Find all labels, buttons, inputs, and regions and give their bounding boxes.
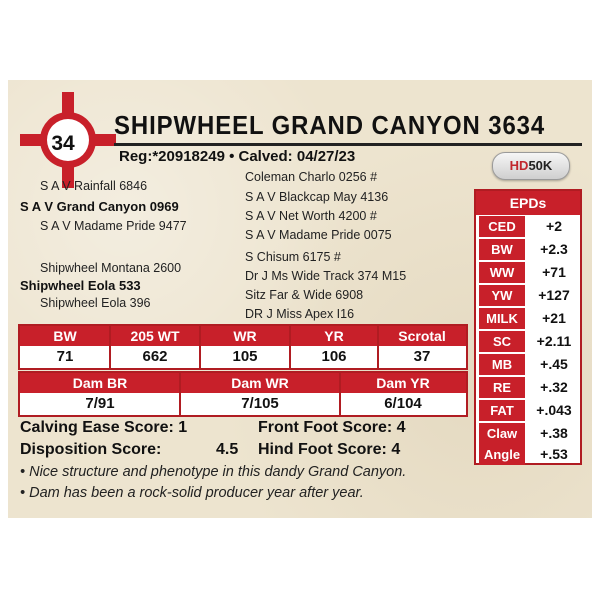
pedigree-ancestor: Sitz Far & Wide 6908 [245,288,364,302]
epd-row-fat [476,399,580,422]
weights-header: WR [200,326,290,346]
epd-value: +.38 [540,425,568,441]
weights-header: Scrotal [378,326,466,346]
epd-row-sc [476,330,580,353]
dam-value: 6/104 [384,395,422,412]
epd-value: +21 [542,310,566,326]
table-divider [109,326,111,368]
epd-value: +71 [542,264,566,280]
weights-value: 71 [56,348,74,365]
pedigree-dam-sire: Shipwheel Montana 2600 [40,261,182,275]
epd-label: BW [479,239,525,260]
lot-number: 34 [51,132,75,155]
epd-value: +2.11 [536,333,572,349]
table-divider [339,373,341,415]
calving-ease-score: Calving Ease Score: 1 [20,419,188,436]
table-divider [289,326,291,368]
weights-table [18,324,468,370]
epd-panel [474,189,582,465]
epd-label: MB [479,354,525,375]
pedigree-ancestor: S A V Net Worth 4200 # [245,209,377,223]
pedigree-ancestor: S A V Blackcap May 4136 [245,190,389,204]
lot-card [8,80,592,518]
hind-foot-score: Hind Foot Score: 4 [258,441,401,458]
hd50k-logo [492,152,570,180]
pedigree-ancestor: S A V Madame Pride 0075 [245,228,392,242]
epd-row-ced [476,215,580,238]
epd-row-mb [476,353,580,376]
pedigree-ancestor: DR J Miss Apex I16 [245,307,355,321]
epd-row-yw [476,284,580,307]
epd-row-bw [476,238,580,261]
disposition-score-value: 4.5 [216,441,239,458]
epd-value: +2.3 [540,241,568,257]
dam-header: Dam YR [340,373,466,393]
epd-label: SC [479,331,525,352]
epd-label: Claw [479,423,525,444]
epd-label: RE [479,377,525,398]
dam-value: 7/105 [241,395,279,412]
epd-value: +.043 [536,402,572,418]
dam-value: 7/91 [85,395,115,412]
weights-header: 205 WT [110,326,200,346]
pedigree-sire: S A V Grand Canyon 0969 [20,199,179,214]
epd-label: CED [479,216,525,237]
title-divider [114,143,582,146]
hd50k-logo-hd: HD [509,158,529,173]
epd-row-re [476,376,580,399]
table-divider [377,326,379,368]
epd-header: EPDs [476,191,580,215]
table-divider [179,373,181,415]
table-divider [199,326,201,368]
epd-row-milk [476,307,580,330]
pedigree-sire-sire: S A V Rainfall 6846 [40,179,148,193]
epd-label: YW [479,285,525,306]
dam-header: Dam WR [180,373,340,393]
weights-value: 105 [232,348,258,365]
weights-value: 662 [142,348,168,365]
weights-value: 37 [413,348,431,365]
epd-row-ww [476,261,580,284]
epd-value: +.32 [540,379,568,395]
pedigree-ancestor: Coleman Charlo 0256 # [245,170,378,184]
dam-table [18,371,468,417]
front-foot-score: Front Foot Score: 4 [258,419,406,436]
page-title: SHIPWHEEL GRAND CANYON 3634 [114,110,546,140]
weights-header: YR [290,326,378,346]
epd-label: WW [479,262,525,283]
pedigree-ancestor: Dr J Ms Wide Track 374 M15 [245,269,407,283]
epd-value: +127 [538,287,570,303]
dam-header: Dam BR [20,373,180,393]
note-item: • Dam has been a rock-solid producer year after year. [20,485,364,501]
epd-label: Angle [479,444,525,465]
weights-header: BW [20,326,110,346]
note-item: • Nice structure and phenotype in this dandy Grand Canyon. [20,464,407,480]
pedigree-ancestor: S Chisum 6175 # [245,250,341,264]
epd-row-claw [476,422,580,445]
epd-label: MILK [479,308,525,329]
epd-value: +2 [546,218,562,234]
hd50k-logo-rest: 50K [528,158,553,173]
pedigree-sire-dam: S A V Madame Pride 9477 [40,219,187,233]
epd-value: +.53 [540,446,568,462]
pedigree-dam: Shipwheel Eola 533 [20,278,141,293]
epd-label: FAT [479,400,525,421]
registration-line: Reg:*20918249 • Calved: 04/27/23 [119,148,356,165]
pedigree-dam-dam: Shipwheel Eola 396 [40,296,151,310]
epd-row-angle [476,443,580,466]
disposition-score-label: Disposition Score: [20,441,162,458]
weights-value: 106 [321,348,347,365]
epd-value: +.45 [540,356,568,372]
